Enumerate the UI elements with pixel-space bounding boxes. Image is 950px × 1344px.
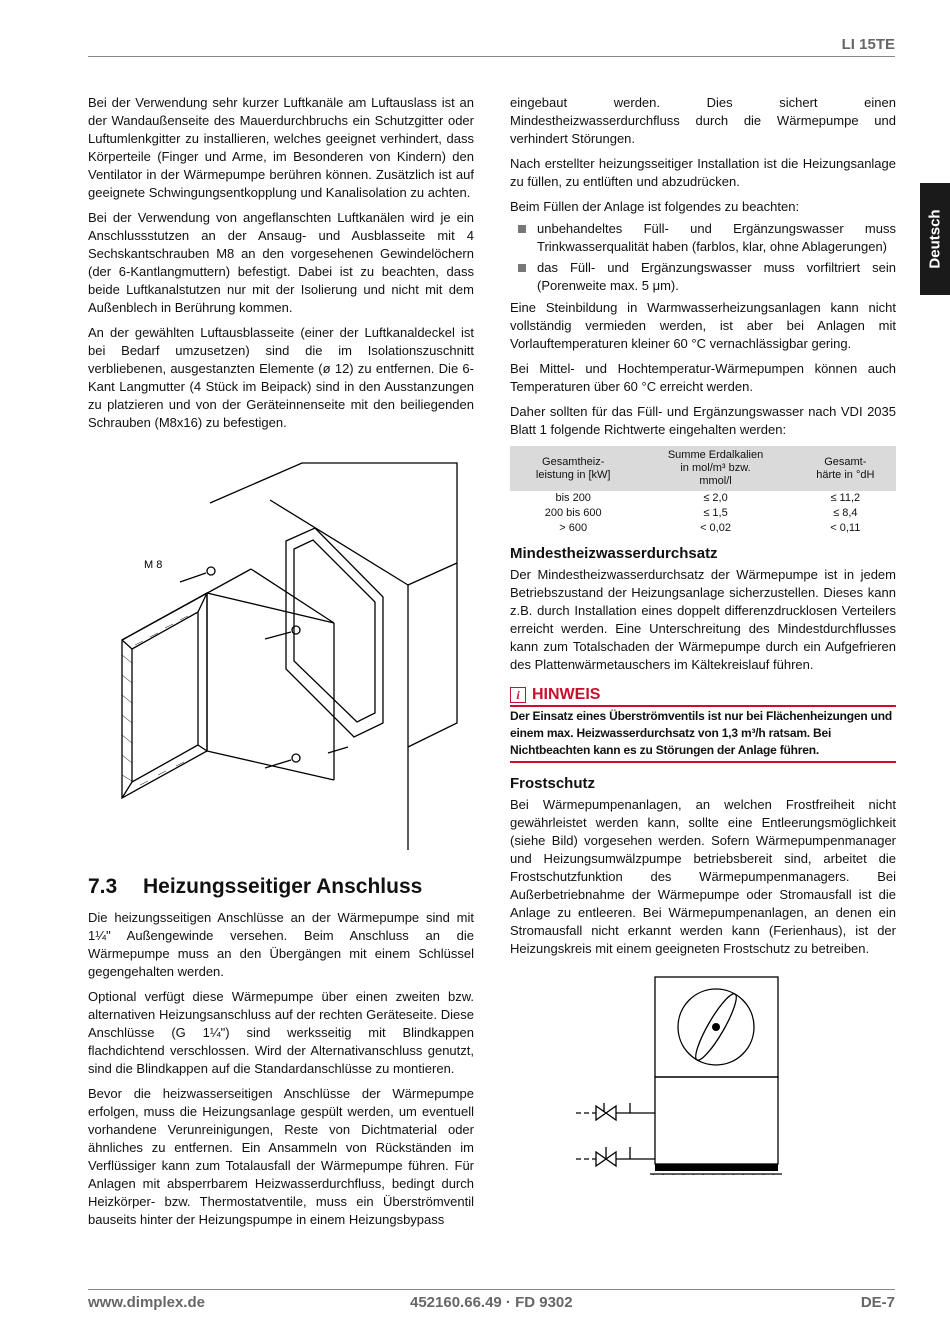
paragraph: Die heizungsseitigen Anschlüsse an der Wärmepumpe sind mit 1¼" Außengewinde versehen. Beim Anschluss an die Wärmepumpe muss an den Übergängen mit einem Schlüssel gegengehalten werden. (88, 910, 474, 979)
section-body (88, 909, 474, 1236)
fan-hub-icon (712, 1023, 720, 1031)
section-heading (88, 875, 422, 899)
drain-valve-figure (570, 975, 810, 1175)
notice-header (510, 686, 896, 704)
table-cell: ≤ 2,0 (703, 492, 728, 504)
fill-water-list (510, 220, 896, 295)
language-tab-label: Deutsch (926, 209, 944, 269)
right-column (510, 94, 896, 965)
list-item: das Füll- und Ergänzungswasser muss vorfiltriert sein (Porenweite max. 5 μm). (510, 259, 896, 295)
footer-divider (88, 1289, 895, 1290)
table-header: Summe Erdalkalien in mol/m³ bzw. mmol/l (636, 446, 794, 491)
paragraph: Bevor die heizwasserseitigen Anschlüsse der Wärmepumpe erfolgen, muss die Heizungsanlage gespült werden, um eventuell vorhandene Verunreinigungen, Reste von Dichtmaterial oder ähnliches zu entfernen. Ein Ansammeln von Rückständen im Verflüssiger kann zum Totalausfall der Wärmepumpe führen. Für Anlagen mit absperrbarem Heizwasserdurchfluss, bedingt durch Heizkörper- bzw. Thermostatventile, muss ein Überströmventil bauseits hinter der Heizungspumpe in einem Heizungsbypass (88, 1086, 474, 1227)
paragraph: Eine Steinbildung in Warmwasserheizungsanlagen kann nicht vollständig vermieden werden, ist aber bei Anlagen mit Vorlauftemperaturen kleiner 60 °C vernachlässigbar gering. (510, 300, 896, 351)
duct-flange-figure (110, 455, 480, 850)
table-header: Gesamt- härte in °dH (795, 446, 896, 491)
table-header-row (510, 446, 896, 491)
table-cell: ≤ 1,5 (636, 506, 794, 521)
paragraph: Der Mindestheizwasserdurchsatz der Wärmepumpe ist in jedem Betriebszustand der Heizungsanlage sicherzustellen. Dieses kann z.B. durch Installation eines doppelt differenzdrucklosen Verteilers erreicht werden. Eine Unterschreitung des Mindestdurchflusses kann zum Totalschaden der Wärmepumpe durch ein Aufgefrieren des Plattenwärmetauschers im Kältekreislauf führen. (510, 567, 896, 672)
notice-title: HINWEIS (532, 686, 601, 703)
paragraph: Daher sollten für das Füll- und Ergänzungswasser nach VDI 2035 Blatt 1 folgende Richtwerte eingehalten werden: (510, 404, 896, 437)
base-plate (655, 1164, 778, 1171)
table-cell: ≤ 11,2 (830, 492, 861, 504)
paragraph: Bei Wärmepumpenanlagen, an welchen Frostfreiheit nicht gewährleistet werden kann, sollte eine Entleerungsmöglichkeit (siehe Bild) vorgesehen werden. Sofern Wärmepumpenmanager und Heizungsumwälzpumpe betriebsbereit sind, arbeitet die Frostschutzfunktion des Wärmepumpenmanagers. Bei Außerbetriebnahme der Wärmepumpe oder Stromausfall ist die Anlage zu entleeren. Bei Wärmepumpenanlagen, an denen ein Stromausfall nicht erkannt werden kann (Ferienhaus), ist der Heizungskreis mit einem geeigneten Frostschutz zu betreiben. (510, 796, 896, 956)
table-cell: > 600 (510, 521, 636, 536)
table-row (510, 506, 896, 521)
table-cell: ≤ 8,4 (795, 506, 896, 521)
table-header: Gesamtheiz- leistung in [kW] (510, 446, 636, 491)
footer-doc-number: 452160.66.49 · FD 9302 (410, 1294, 573, 1311)
left-column (88, 94, 474, 439)
paragraph: eingebaut werden. Dies sichert einen Mindestheizwasserdurchfluss durch die Wärmepumpe und verhindert Störungen. (510, 95, 896, 146)
language-tab[interactable] (920, 183, 950, 295)
paragraph: Bei der Verwendung sehr kurzer Luftkanäle am Luftauslass ist an der Wandaußenseite des Mauerdurchbruchs ein Schutzgitter oder Luftumlenkgitter zu installieren, welches geeignet verhindert, dass Körperteile (Finger und Arme, im Besonderen von Kindern) den Ventilator in der Wärmepumpe berühren können. Zusätzlich ist auf geeignete Schwingungsentkopplung und Kanalisolation zu achten. (88, 95, 474, 200)
notice-divider (510, 761, 896, 763)
footer-page-number: DE-7 (860, 1294, 895, 1311)
water-guideline-table (510, 446, 896, 535)
section-title: Heizungsseitiger Anschluss (143, 875, 423, 898)
table-cell: < 0,02 (636, 521, 794, 536)
table-row (510, 521, 896, 536)
notice-box (510, 686, 896, 763)
paragraph: Bei Mittel- und Hochtemperatur-Wärmepumpen können auch Temperaturen über 60 °C erreicht werden. (510, 361, 896, 394)
paragraph: Nach erstellter heizungsseitiger Installation ist die Heizungsanlage zu füllen, zu entlüften und abzudrücken. (510, 156, 896, 189)
header-divider (88, 56, 895, 57)
table-cell: < 0,11 (795, 521, 896, 536)
table-row (510, 491, 896, 506)
bolt-label: M 8 (144, 559, 163, 571)
table-cell: bis 200 (555, 492, 591, 504)
subheading: Frostschutz (510, 774, 596, 792)
list-item: unbehandeltes Füll- und Ergänzungswasser muss Trinkwasserqualität haben (farblos, klar, ohne Ablagerungen) (510, 220, 896, 256)
paragraph: Beim Füllen der Anlage ist folgendes zu beachten: (510, 199, 800, 214)
paragraph: Optional verfügt diese Wärmepumpe über einen zweiten bzw. alternativen Heizungsanschluss auf der rechten Geräteseite. Diese Anschlüsse (G 1¼") sind werksseitig mit Blindkappen flachdichtend verschlossen. Wird der Alternativanschluss genutzt, sind die Blindkappen auf die Standardanschlüsse zu montieren. (88, 989, 474, 1076)
notice-text: Der Einsatz eines Überströmventils ist nur bei Flächenheizungen und einem max. Heizwasserdurchsatz von 1,3 m³/h ratsam. Bei Nichtbeachten kann es zu Störungen der Anlage führen. (510, 709, 893, 757)
notice-divider (510, 705, 896, 707)
info-icon: i (510, 687, 526, 703)
subheading: Mindestheizwasserdurchsatz (510, 545, 718, 562)
paragraph: An der gewählten Luftausblasseite (einer der Luftkanaldeckel ist bei Bedarf umzusetzen) sind die im Isolationszuschnitt verbliebenen, ausgestanzten Elemente (ø 12) zu entfernen. Die 6-Kant Langmutter (4 Stück im Beipack) sind in den Ausstanzungen zu platzieren und von der Geräteinnenseite mit den beiliegenden Schrauben (M8x16) zu befestigen. (88, 325, 474, 430)
footer-website[interactable]: www.dimplex.de (88, 1294, 205, 1311)
table-cell: 200 bis 600 (510, 506, 636, 521)
header-title: LI 15TE (841, 36, 895, 53)
section-number: 7.3 (88, 875, 118, 898)
paragraph: Bei der Verwendung von angeflanschten Luftkanälen wird je ein Anschlussstutzen an der Ansaug- und Ausblasseite mit 4 Sechskantschrauben M8 an den vorgesehenen Gewindelöchern (der 6-Kantlangmuttern) befestigt. Dabei ist zu beachten, dass beide Luftkanalstutzen nur mit der Isolierung und nicht mit dem Außenblech in Berührung kommen. (88, 210, 474, 315)
